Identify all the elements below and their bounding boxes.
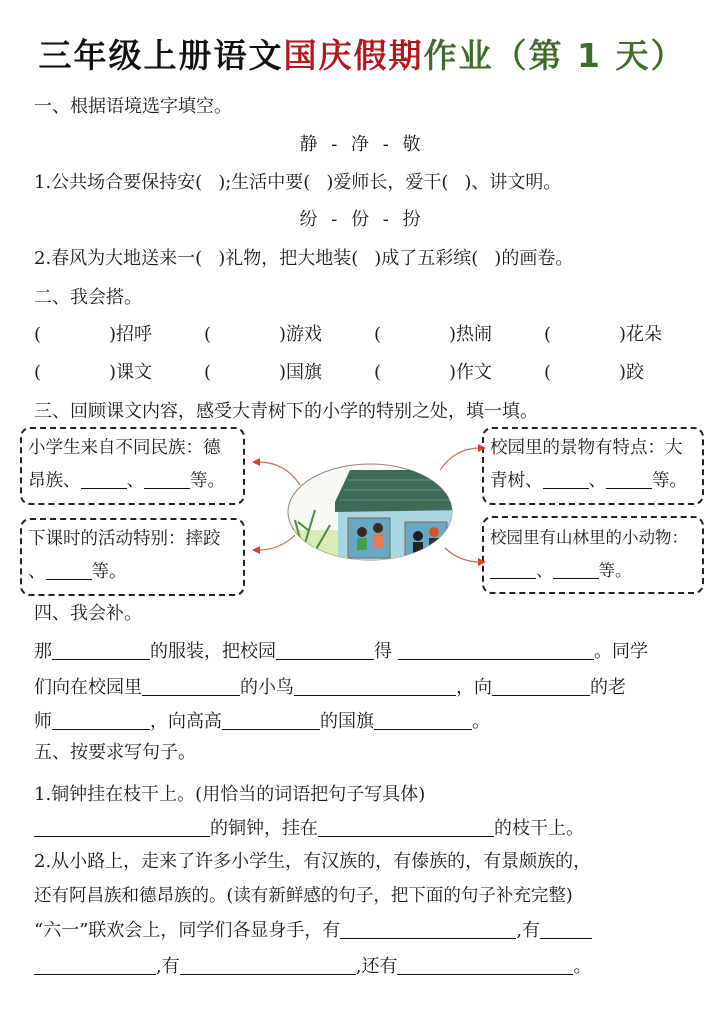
answer-blank[interactable] xyxy=(276,642,374,660)
answer-blank[interactable] xyxy=(294,678,456,696)
section4-line-1: 那 的服装，把校园 得 。同学 xyxy=(34,641,648,662)
answer-blank[interactable] xyxy=(34,957,156,975)
pair-item[interactable]: ( )热闹 xyxy=(374,324,493,345)
answer-blank[interactable] xyxy=(52,712,150,730)
answer-blank[interactable] xyxy=(490,561,536,579)
box-campus-scenery: 校园里的景物有特点：大 青树、 、 等。 xyxy=(482,427,704,505)
answer-blank[interactable] xyxy=(318,819,494,837)
answer-blank[interactable] xyxy=(222,712,320,730)
answer-blank[interactable] xyxy=(553,561,599,579)
title-holiday: 国庆假期 xyxy=(283,36,424,75)
title-grade: 三年级上册语文 xyxy=(38,36,284,75)
box-ethnic-groups: 小学生来自不同民族：德 昂族、 、 等。 xyxy=(20,427,245,505)
section1-choices-2: 纷 - 份 - 扮 xyxy=(299,209,425,230)
answer-blank[interactable] xyxy=(606,471,652,489)
arrow-to-ethnic-box xyxy=(258,462,300,485)
section1-choices-1: 静 - 净 - 敬 xyxy=(299,134,425,155)
section4-line-3: 师 ，向高高 的国旗 。 xyxy=(34,711,490,732)
section5-heading: 五、按要求写句子。 xyxy=(34,742,196,763)
page-title xyxy=(0,30,724,77)
pair-item[interactable]: ( )国旗 xyxy=(204,362,323,383)
box-recess-activities: 下课时的活动特别：摔跤 、 等。 xyxy=(20,518,245,596)
pair-item[interactable]: ( )课文 xyxy=(34,362,153,383)
answer-blank[interactable] xyxy=(34,819,210,837)
answer-blank[interactable] xyxy=(142,678,240,696)
section5-question-1: 1.铜钟挂在枝干上。(用恰当的词语把句子写具体) xyxy=(34,784,426,805)
answer-blank[interactable] xyxy=(540,921,592,939)
pair-item[interactable]: ( )作文 xyxy=(374,362,493,383)
section5-question-2-fill-1: “六一”联欢会上，同学们各显身手，有 ,有 xyxy=(34,919,592,943)
section1-question-2: 2.春风为大地送来一( )礼物，把大地装( )成了五彩缤( )的画卷。 xyxy=(34,248,574,269)
section1-heading: 一、根据语境选字填空。 xyxy=(34,96,232,117)
arrow-to-scenery-box xyxy=(440,448,480,470)
section4-line-2: 们向在校园里 的小鸟 ，向 的老 xyxy=(34,677,626,698)
section2-heading: 二、我会搭。 xyxy=(34,287,142,308)
answer-blank[interactable] xyxy=(397,957,573,975)
section3-heading: 三、回顾课文内容，感受大青树下的小学的特别之处，填一填。 xyxy=(34,401,538,422)
pair-item[interactable]: ( )游戏 xyxy=(204,324,323,345)
answer-blank[interactable] xyxy=(374,712,472,730)
answer-blank[interactable] xyxy=(543,471,589,489)
section5-question-2-line-2: 还有阿昌族和德昂族的。(读有新鲜感的句子，把下面的句子补充完整) xyxy=(34,886,573,906)
section5-question-1-fill: 的铜钟，挂在 的枝干上。 xyxy=(34,817,584,841)
section5-question-2-fill-2: ,有 ,还有 。 xyxy=(34,955,591,979)
section4-heading: 四、我会补。 xyxy=(34,603,142,624)
box-small-animals: 校园里有山林里的小动物： 、 等。 xyxy=(482,516,704,594)
title-homework-day: 作业（第 1 天） xyxy=(423,36,686,75)
pair-item[interactable]: ( )招呼 xyxy=(34,324,153,345)
answer-blank[interactable] xyxy=(340,921,516,939)
section1-question-1: 1.公共场合要保持安( );生活中要( )爱师长，爱干( )、讲文明。 xyxy=(34,172,562,193)
answer-blank[interactable] xyxy=(492,678,590,696)
pair-item[interactable]: ( )花朵 xyxy=(544,324,663,345)
section5-question-2-line-1: 2.从小路上，走来了许多小学生，有汉族的，有傣族的，有景颇族的， xyxy=(34,851,592,872)
answer-blank[interactable] xyxy=(81,471,127,489)
arrow-to-animals-box xyxy=(445,548,480,562)
arrow-to-recess-box xyxy=(258,535,295,550)
answer-blank[interactable] xyxy=(180,957,356,975)
answer-blank[interactable] xyxy=(398,642,594,660)
school-house-illustration xyxy=(240,440,490,590)
pair-item[interactable]: ( )跤 xyxy=(544,362,645,383)
answer-blank[interactable] xyxy=(52,642,150,660)
answer-blank[interactable] xyxy=(46,562,92,580)
answer-blank[interactable] xyxy=(144,471,190,489)
